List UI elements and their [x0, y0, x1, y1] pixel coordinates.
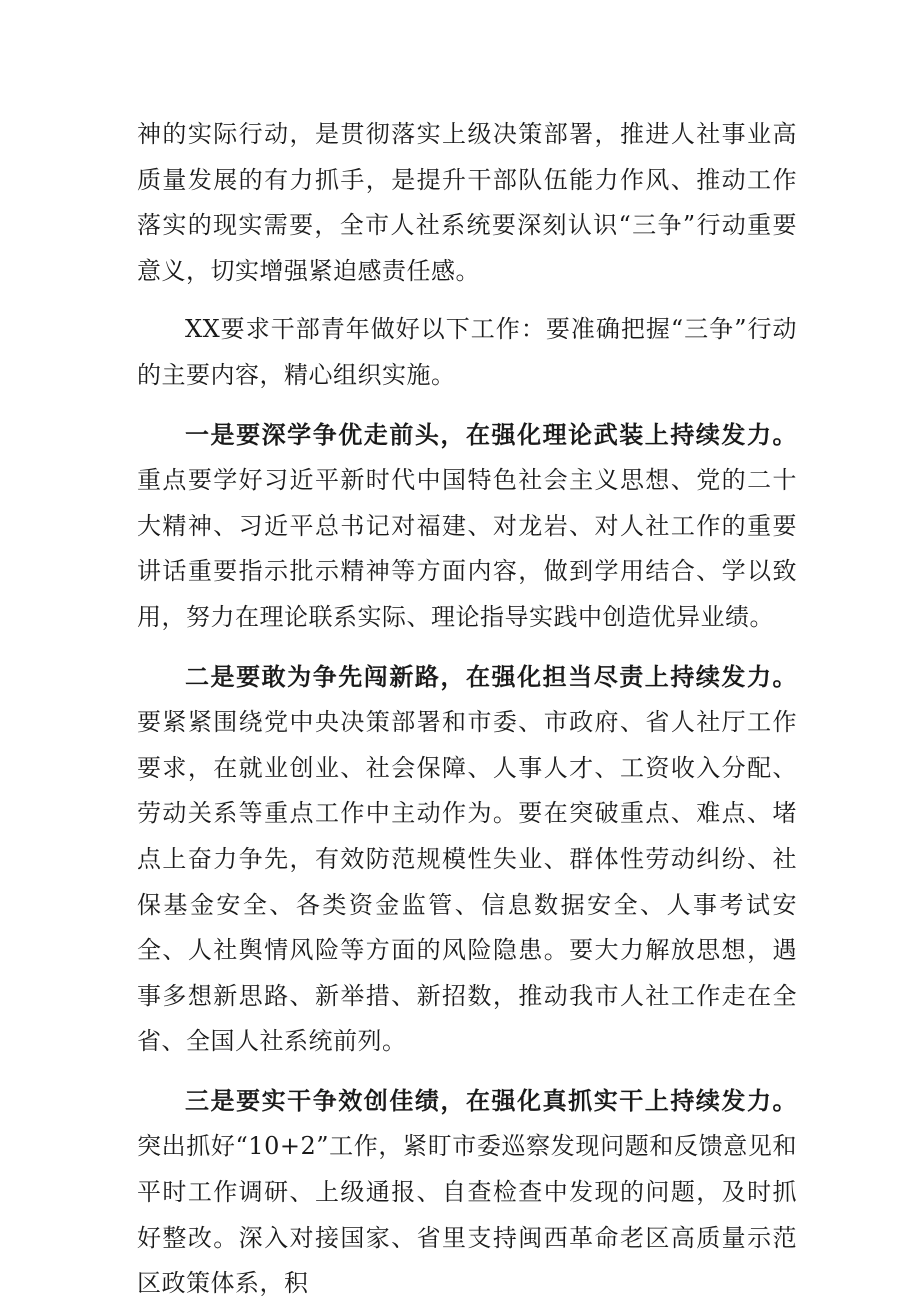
paragraph-text: 重点要学好习近平新时代中国特色社会主义思想、党的二十大精神、习近平总书记对福建、对龙岩、对人社工作的重要讲话重要指示批示精神等方面内容，做到学用结合、学以致用，努力在理论联系实际、理论指导实践中创造优异业绩。	[137, 466, 797, 631]
paragraph-text: XX要求干部青年做好以下工作：要准确把握“三争”行动的主要内容，精心组织实施。	[137, 315, 797, 389]
paragraph-point-one	[137, 412, 797, 641]
paragraph-lead-heading: 一是要深学争优走前头，在强化理论武装上持续发力。	[185, 419, 797, 449]
paragraph-text: 突出抓好“10+2”工作，紧盯市委巡察发现问题和反馈意见和平时工作调研、上级通报、自查检查中发现的问题，及时抓好整改。深入对接国家、省里支持闽西革命老区高质量示范区政策体系，积	[137, 1132, 797, 1298]
paragraph-lead-heading: 二是要敢为争先闯新路，在强化担当尽责上持续发力。	[185, 661, 797, 691]
paragraph-text: 神的实际行动，是贯彻落实上级决策部署，推进人社事业高质量发展的有力抓手，是提升干部队伍能力作风、推动工作落实的现实需要，全市人社系统要深刻认识“三争”行动重要意义，切实增强紧迫感责任感。	[137, 120, 797, 285]
paragraph-point-two	[137, 654, 797, 1065]
paragraph-point-three	[137, 1078, 797, 1307]
paragraph-requirements	[137, 307, 797, 398]
paragraph-intro-continuation	[137, 112, 797, 294]
document-body	[137, 112, 797, 1307]
paragraph-text: 要紧紧围绕党中央决策部署和市委、市政府、省人社厅工作要求，在就业创业、社会保障、人事人才、工资收入分配、劳动关系等重点工作中主动作为。要在突破重点、难点、堵点上奋力争先，有效防范规模性失业、群体性劳动纠纷、社保基金安全、各类资金监管、信息数据安全、人事考试安全、人社舆情风险等方面的风险隐患。要大力解放思想，遇事多想新思路、新举措、新招数，推动我市人社工作走在全省、全国人社系统前列。	[137, 708, 797, 1056]
paragraph-lead-heading: 三是要实干争效创佳绩，在强化真抓实干上持续发力。	[185, 1085, 797, 1115]
